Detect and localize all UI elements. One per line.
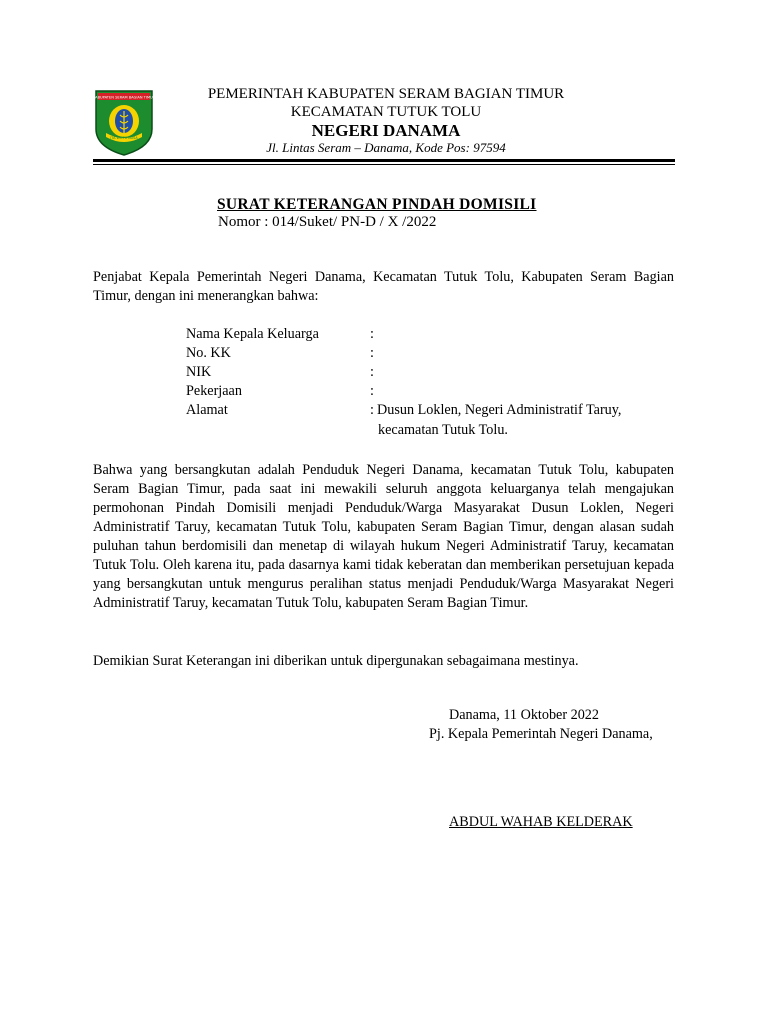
intro-paragraph: Penjabat Kepala Pemerintah Negeri Danama, Kecamatan Tutuk Tolu, Kabupaten Seram Bagian Timur, dengan ini menerangkan bahwa:: [93, 269, 674, 304]
field-colon-nama: :: [370, 326, 374, 342]
field-colon-kk: :: [370, 345, 374, 361]
header-government: PEMERINTAH KABUPATEN SERAM BAGIAN TIMUR: [207, 86, 565, 102]
body-paragraph: Bahwa yang bersangkutan adalah Penduduk Negeri Danama, kecamatan Tutuk Tolu, kabupaten Seram Bagian Timur, pada saat ini mewakili seluruh anggota keluarganya telah mengajukan permohonan Pindah Domisili menjadi Penduduk/Warga Masyarakat Dusun Loklen, Negeri Administratif Taruy, kecamatan Tutuk Tolu, kabupaten Seram Bagian Timur, dengan alasan sudah puluhan tahun berdomisili dan menetap di wilayah hukum Negeri Administratif Taruy, kecamatan Tutuk Tolu. Oleh karena itu, pada dasarnya kami tidak keberatan dan memberikan persetujuan kepada yang bersangkutan untuk mengurus peralihan status menjadi Penduduk/Warga Masyarakat Negeri Administratif Taruy, kecamatan Tutuk Tolu, kabupaten Seram Bagian Timur.: [93, 462, 674, 611]
letter-number: Nomor : 014/Suket/ PN-D / X /2022: [218, 214, 437, 230]
field-label-nama: Nama Kepala Keluarga: [186, 326, 319, 342]
field-label-kk: No. KK: [186, 345, 231, 361]
field-colon-alamat: :: [370, 402, 374, 418]
field-value-alamat: Dusun Loklen, Negeri Administratif Taruy,: [377, 402, 622, 418]
svg-text:KABUPATEN SERAM BAGIAN TIMUR: KABUPATEN SERAM BAGIAN TIMUR: [94, 95, 154, 100]
regency-logo: [94, 89, 154, 157]
signature-role: Pj. Kepala Pemerintah Negeri Danama,: [429, 726, 653, 742]
signature-place-date: Danama, 11 Oktober 2022: [449, 707, 599, 723]
header-address: Jl. Lintas Seram – Danama, Kode Pos: 97594: [266, 140, 506, 155]
field-colon-pekerjaan: :: [370, 383, 374, 399]
field-colon-nik: :: [370, 364, 374, 380]
header-divider-thin: [93, 164, 675, 165]
header-divider-thick: [93, 159, 675, 162]
field-label-nik: NIK: [186, 364, 212, 380]
header-village: NEGERI DANAMA: [311, 121, 461, 140]
letter-title: SURAT KETERANGAN PINDAH DOMISILI: [217, 196, 537, 213]
signature-name: ABDUL WAHAB KELDERAK: [449, 814, 633, 830]
field-value-alamat-continued: kecamatan Tutuk Tolu.: [378, 422, 508, 438]
svg-text:ITA WOTU NUSA: ITA WOTU NUSA: [110, 136, 138, 140]
closing-paragraph: Demikian Surat Keterangan ini diberikan untuk dipergunakan sebagaimana mestinya.: [93, 653, 579, 669]
field-label-alamat: Alamat: [186, 402, 228, 418]
header-district: KECAMATAN TUTUK TOLU: [290, 104, 482, 120]
field-label-pekerjaan: Pekerjaan: [186, 383, 242, 399]
